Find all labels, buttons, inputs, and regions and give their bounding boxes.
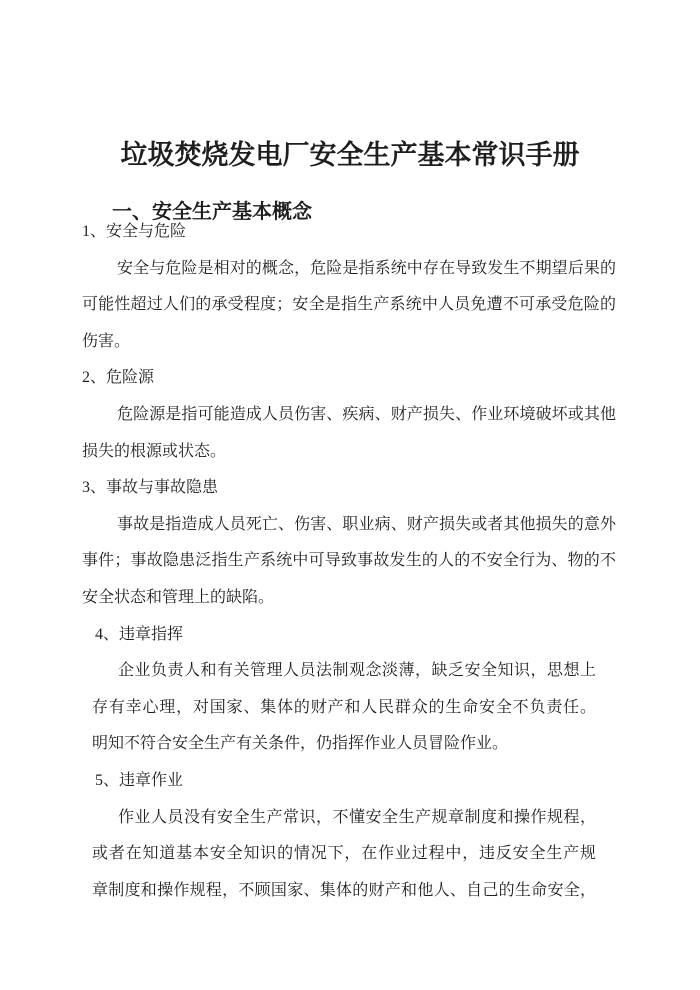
paragraph-line: 事故是指造成人员死亡、伤害、职业病、财产损失或者其他损失的意外 [117, 515, 616, 533]
paragraph-line: 可能性超过人们的承受程度；安全是指生产系统中人员免遭不可承受危险的 [82, 296, 616, 314]
paragraph-line: 危险源是指可能造成人员伤害、疾病、财产损失、作业环境破坏或其他 [117, 405, 616, 423]
paragraph-line: 章制度和操作规程，不顾国家、集体的财产和他人、自己的生命安全， [92, 881, 596, 899]
item-heading: 5、违章作业 [95, 771, 184, 789]
document-title: 垃圾焚烧发电厂安全生产基本常识手册 [120, 140, 580, 171]
item-heading: 4、违章指挥 [95, 625, 184, 643]
paragraph-line: 或者在知道基本安全知识的情况下，在作业过程中，违反安全生产规 [92, 845, 596, 863]
section-safety-and-danger [82, 214, 616, 360]
paragraph-line: 企业负责人和有关管理人员法制观念淡薄，缺乏安全知识，思想上 [118, 662, 596, 680]
item-heading: 3、事故与事故隐患 [82, 479, 219, 497]
paragraph-line: 作业人员没有安全生产常识，不懂安全生产规章制度和操作规程， [118, 808, 596, 826]
document-body [82, 214, 616, 909]
section-illegal-operation [92, 763, 596, 909]
paragraph-line: 伤害。 [82, 332, 131, 350]
section-illegal-command [92, 617, 596, 763]
item-heading: 2、危险源 [82, 369, 155, 387]
indented-section-group [92, 617, 596, 910]
paragraph-line: 存有幸心理，对国家、集体的财产和人民群众的生命安全不负责任。 [92, 698, 596, 716]
item-heading: 1、安全与危险 [82, 223, 187, 240]
paragraph-line: 安全状态和管理上的缺陷。 [82, 588, 275, 606]
section-accident-and-hidden-danger [82, 470, 616, 616]
paragraph-line: 损失的根源或状态。 [82, 442, 227, 460]
section-hazard-source [82, 360, 616, 470]
section-heading: 一、安全生产基本概念 [112, 200, 312, 223]
paragraph-line: 明知不符合安全生产有关条件，仍指挥作业人员冒险作业。 [92, 735, 509, 753]
paragraph-line: 安全与危险是相对的概念，危险是指系统中存在导致发生不期望后果的 [117, 259, 616, 277]
paragraph-line: 事件；事故隐患泛指生产系统中可导致事故发生的人的不安全行为、物的不 [82, 552, 616, 570]
